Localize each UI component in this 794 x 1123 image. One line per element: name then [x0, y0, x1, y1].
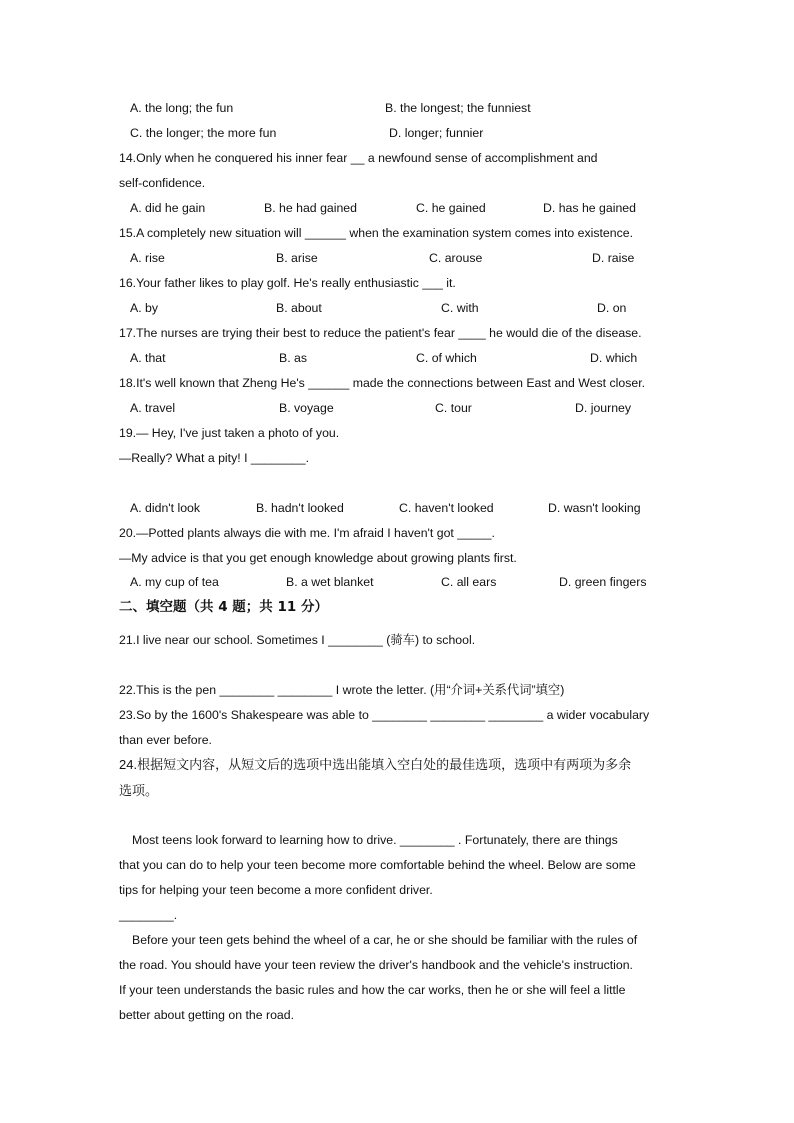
q23-stem: 23.So by the 1600's Shakespeare was able to ________ ________ ________ a wider vocabulary [119, 708, 650, 722]
q14-option-b: B. he had gained [264, 201, 357, 215]
q19-stem: 19.— Hey, I've just taken a photo of you. [119, 426, 340, 440]
q16-option-b: B. about [276, 301, 322, 315]
q15-stem: 15.A completely new situation will ______ when the examination system comes into existence. [119, 226, 634, 240]
passage-paragraph-2-line3: If your teen understands the basic rules and how the car works, then he or she will feel a little [119, 983, 626, 997]
q19-stem-reply: —Really? What a pity! I ________. [119, 451, 310, 465]
q17-stem: 17.The nurses are trying their best to reduce the patient's fear ____ he would die of the disease. [119, 326, 642, 340]
q22-stem: 22.This is the pen ________ ________ I wrote the letter. (用“介词+关系代词”填空) [119, 683, 565, 697]
q16-option-c: C. with [441, 301, 479, 315]
q19-option-c: C. haven't looked [399, 501, 494, 515]
q17-option-a: A. that [130, 351, 166, 365]
q20-option-a: A. my cup of tea [130, 575, 219, 589]
q14-option-c: C. he gained [416, 201, 486, 215]
q15-option-a: A. rise [130, 251, 165, 265]
q14-option-a: A. did he gain [130, 201, 206, 215]
q15-option-c: C. arouse [429, 251, 483, 265]
q18-stem: 18.It's well known that Zheng He's ______ made the connections between East and West closer. [119, 376, 646, 390]
q16-option-d: D. on [597, 301, 627, 315]
passage-paragraph-2-line4: better about getting on the road. [119, 1008, 295, 1022]
q20-option-d: D. green fingers [559, 575, 647, 589]
passage-paragraph-2: Before your teen gets behind the wheel of a car, he or she should be familiar with the rules of [132, 933, 638, 947]
passage-paragraph-1-line3: tips for helping your teen become a more confident driver. [119, 883, 433, 897]
q13-option-d: D. longer; funnier [389, 126, 484, 140]
q13-option-a: A. the long; the fun [130, 101, 234, 115]
q14-option-d: D. has he gained [543, 201, 636, 215]
q16-stem: 16.Your father likes to play golf. He's really enthusiastic ___ it. [119, 276, 456, 290]
q17-option-b: B. as [279, 351, 308, 365]
q21-stem: 21.I live near our school. Sometimes I ________ (骑车) to school. [119, 633, 476, 647]
passage-blank: ________. [119, 908, 178, 922]
q20-stem: 20.—Potted plants always die with me. I'm afraid I haven't got _____. [119, 526, 495, 540]
passage-paragraph-2-line2: the road. You should have your teen review the driver's handbook and the vehicle's instruction. [119, 958, 633, 972]
q15-option-d: D. raise [592, 251, 635, 265]
q19-option-d: D. wasn't looking [548, 501, 641, 515]
q15-option-b: B. arise [276, 251, 318, 265]
q17-option-d: D. which [590, 351, 638, 365]
q23-stem-cont: than ever before. [119, 733, 212, 747]
q18-option-d: D. journey [575, 401, 632, 415]
q20-option-c: C. all ears [441, 575, 497, 589]
q14-stem: 14.Only when he conquered his inner fear __ a newfound sense of accomplishment and [119, 151, 598, 165]
section-heading-fill-in: 二、填空题（共 4 题；共 11 分） [119, 599, 328, 615]
q18-option-c: C. tour [435, 401, 472, 415]
q24-instruction: 24.根据短文内容，从短文后的选项中选出能填入空白处的最佳选项，选项中有两项为多余 [119, 757, 632, 772]
q16-option-a: A. by [130, 301, 159, 315]
q24-instruction-cont: 选项。 [119, 783, 159, 798]
q18-option-a: A. travel [130, 401, 176, 415]
q18-option-b: B. voyage [279, 401, 334, 415]
q13-option-b: B. the longest; the funniest [385, 101, 531, 115]
q19-option-a: A. didn't look [130, 501, 201, 515]
q17-option-c: C. of which [416, 351, 477, 365]
q14-stem-cont: self-confidence. [119, 176, 206, 190]
q19-option-b: B. hadn't looked [256, 501, 344, 515]
passage-paragraph-1: Most teens look forward to learning how to drive. ________ . Fortunately, there are things [132, 833, 618, 847]
q13-option-c: C. the longer; the more fun [130, 126, 277, 140]
q20-stem-reply: —My advice is that you get enough knowledge about growing plants first. [119, 551, 517, 565]
q20-option-b: B. a wet blanket [286, 575, 374, 589]
passage-paragraph-1-line2: that you can do to help your teen become more comfortable behind the wheel. Below are some [119, 858, 636, 872]
